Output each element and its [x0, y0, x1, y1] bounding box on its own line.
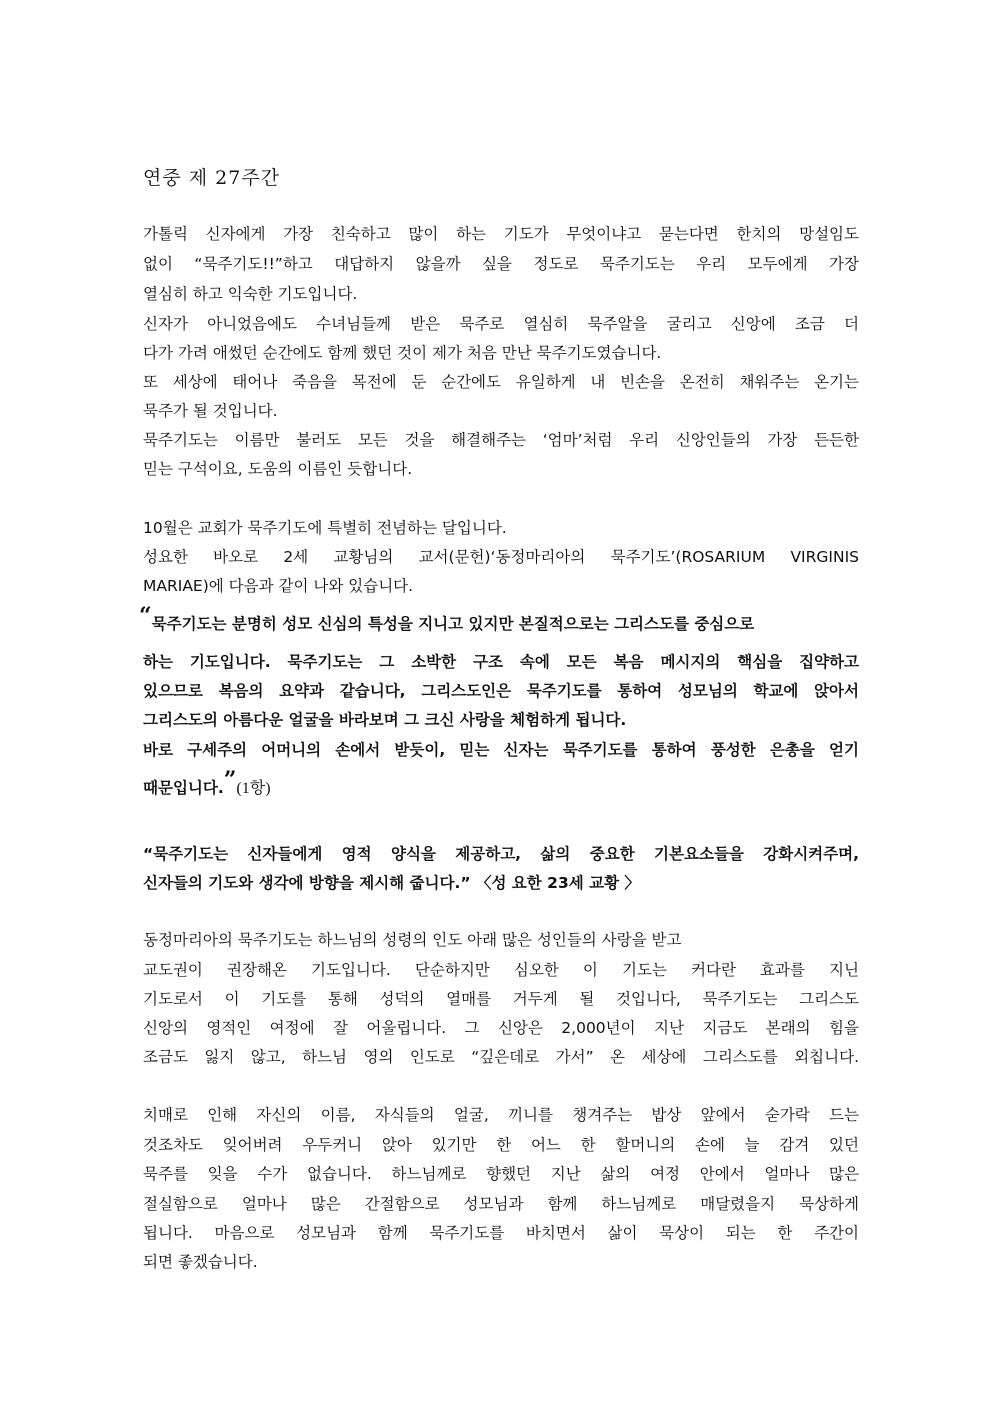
paragraph1-line: 열심히 하고 익숙한 기도입니다. — [143, 285, 358, 303]
quote1-line: 바로 구세주의 어머니의 손에서 받듯이, 믿는 신자는 묵주기도를 통하여 풍성한 은총을 얻기 — [143, 741, 859, 759]
open-quote-mark: “ — [139, 603, 152, 629]
quote1-line: 하는 기도입니다. 묵주기도는 그 소박한 구조 속에 모든 복음 메시지의 핵심을 집약하고 — [143, 653, 859, 671]
quote2-line: “묵주기도는 신자들에게 영적 양식을 제공하고, 삶의 중요한 기본요소들을 강화시켜주며, — [143, 845, 859, 863]
quote1-text: 때문입니다. — [143, 779, 224, 797]
quote1-line: 그리스도의 아름다운 얼굴을 바라보며 그 크신 사랑을 체험하게 됩니다. — [143, 711, 627, 729]
paragraph1-line: 묵주기도는 이름만 불러도 모든 것을 해결해주는 ‘엄마’처럼 우리 신앙인들의 가장 든든한 — [143, 431, 859, 449]
paragraph3-line: 신앙의 영적인 여정에 잘 어울립니다. 그 신앙은 2,000년이 지난 지금도 본래의 힘을 — [143, 1019, 859, 1037]
paragraph4-line: 절실함으로 얼마나 많은 간절함으로 성모님과 함께 하느님께로 매달렸을지 묵상하게 — [143, 1195, 859, 1213]
paragraph4-line: 묵주를 잊을 수가 없습니다. 하느님께로 향했던 지난 삶의 여정 안에서 얼마나 많은 — [143, 1165, 859, 1183]
paragraph4-line: 치매로 인해 자신의 이름, 자식들의 얼굴, 끼니를 챙겨주는 밥상 앞에서 숟가락 드는 — [143, 1106, 859, 1124]
paragraph4-line: 됩니다. 마음으로 성모님과 함께 묵주기도를 바치면서 삶이 묵상이 되는 한 주간이 — [143, 1224, 859, 1242]
quote2-line: 신자들의 기도와 생각에 방향을 제시해 줍니다.” 〈성 요한 23세 교황 〉 — [143, 874, 640, 892]
quote1-first-line — [139, 603, 859, 634]
paragraph3-line: 교도권이 권장해온 기도입니다. 단순하지만 심오한 이 기도는 커다란 효과를 지닌 — [143, 961, 859, 979]
paragraph2-line: 10월은 교회가 묵주기도에 특별히 전념하는 달입니다. — [143, 519, 507, 537]
quote1-last-line — [143, 767, 859, 799]
paragraph3-line: 동정마리아의 묵주기도는 하느님의 성령의 인도 아래 많은 성인들의 사랑을 받고 — [143, 931, 682, 949]
paragraph1-line: 가톨릭 신자에게 가장 친숙하고 많이 하는 기도가 무엇이냐고 묻는다면 한치의 망설임도 — [143, 225, 859, 243]
paragraph4-line: 것조차도 잊어버려 우두커니 앉아 있기만 한 어느 한 할머니의 손에 늘 감겨 있던 — [143, 1136, 859, 1154]
paragraph1-line: 또 세상에 태어나 죽음을 목전에 둔 순간에도 유일하게 내 빈손을 온전히 채워주는 온기는 — [143, 373, 859, 391]
paragraph1-line: 신자가 아니었음에도 수녀님들께 받은 묵주로 열심히 묵주알을 굴리고 신앙에 조금 더 — [143, 315, 859, 333]
quote1-reference: (1항) — [236, 780, 271, 797]
quote1-text: 묵주기도는 분명히 성모 신심의 특성을 지니고 있지만 본질적으로는 그리스도를 중심으로 — [151, 615, 755, 633]
page-title: 연중 제 27주간 — [143, 167, 281, 189]
paragraph1-line: 묵주가 될 것입니다. — [143, 402, 278, 420]
paragraph2-line: 성요한 바오로 2세 교황님의 교서(문헌)‘동정마리아의 묵주기도’(ROSARIUM VIRGINIS — [143, 548, 859, 566]
paragraph4-line: 되면 좋겠습니다. — [143, 1253, 258, 1271]
close-quote-mark: ” — [223, 767, 237, 793]
quote1-line: 있으므로 복음의 요약과 같습니다, 그리스도인은 묵주기도를 통하여 성모님의 학교에 앉아서 — [143, 682, 859, 700]
paragraph2-line: MARIAE)에 다음과 같이 나와 있습니다. — [143, 577, 414, 595]
paragraph3-line: 조금도 잃지 않고, 하느님 영의 인도로 “깊은데로 가서” 온 세상에 그리스도를 외칩니다. — [143, 1048, 859, 1066]
paragraph1-line: 다가 가려 애썼던 순간에도 함께 했던 것이 제가 처음 만난 묵주기도였습니다. — [143, 344, 662, 362]
paragraph3-line: 기도로서 이 기도를 통해 성덕의 열매를 거두게 될 것입니다, 묵주기도는 그리스도 — [143, 990, 859, 1008]
paragraph1-line: 없이 “묵주기도!!”하고 대답하지 않을까 싶을 정도로 묵주기도는 우리 모두에게 가장 — [143, 255, 859, 273]
paragraph1-line: 믿는 구석이요, 도움의 이름인 듯합니다. — [143, 460, 413, 478]
